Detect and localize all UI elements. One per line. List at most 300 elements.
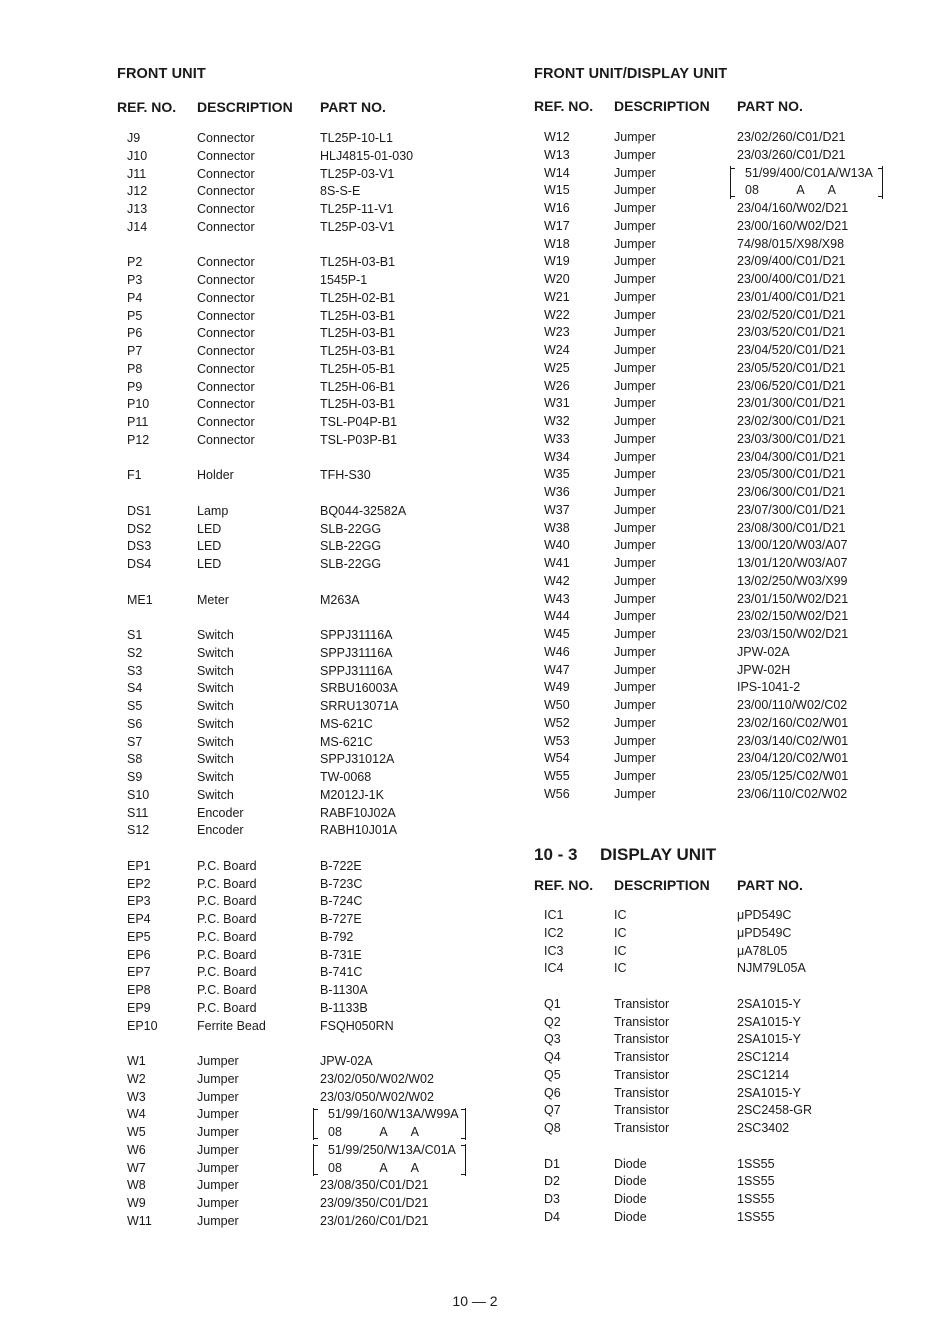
description-cell: Transistor [614,1032,670,1047]
bracket-mark [730,166,735,197]
ref-cell: W23 [544,325,570,340]
part-cell: 13/00/120/W03/A07 [737,538,848,553]
ref-cell: S6 [127,716,143,731]
description-cell: IC [614,925,627,940]
part-cell: 08 A A [328,1160,420,1175]
ref-cell: EP4 [127,912,151,926]
ref-cell: W44 [544,609,570,624]
description-cell: IC [614,908,627,922]
ref-cell: W26 [544,378,570,393]
description-cell: Diode [614,1156,647,1171]
bracketed-part [320,1160,458,1178]
part-cell: 1SS55 [737,1209,775,1224]
part-cell: 23/02/260/C01/D21 [737,130,846,144]
description-cell: Holder [197,468,234,483]
part-cell: 23/09/350/C01/D21 [320,1196,429,1210]
part-cell: TL25H-03-B1 [320,344,396,358]
ref-cell: W32 [544,414,570,428]
part-cell: 23/02/160/C02/W01 [737,715,849,730]
description-cell: Connector [197,397,255,412]
description-cell: Encoder [197,805,244,820]
ref-cell: W5 [127,1125,146,1139]
description-cell: Connector [197,148,255,163]
ref-cell: P7 [127,344,143,358]
description-cell: Jumper [614,715,656,730]
ref-cell: EP9 [127,1000,151,1015]
part-cell: MS-621C [320,734,373,749]
description-cell: Connector [197,255,255,270]
description-cell: P.C. Board [197,983,257,997]
ref-cell: W34 [544,449,570,464]
ref-cell: S4 [127,681,143,696]
bracket-mark [313,1108,318,1139]
part-cell: B-741C [320,965,363,980]
part-cell: 23/03/520/C01/D21 [737,325,846,340]
ref-cell: W17 [544,218,570,233]
part-cell: 23/02/050/W02/W02 [320,1071,434,1086]
ref-cell: EP10 [127,1018,158,1033]
description-cell: Jumper [614,786,656,801]
part-cell: IPS-1041-2 [737,680,801,695]
bracket-mark [878,166,883,197]
description-cell: Diode [614,1192,647,1206]
description-cell: Switch [197,663,234,678]
part-cell: 23/04/160/W02/D21 [737,201,849,215]
bracketed-part [320,1124,458,1142]
ref-cell: W35 [544,467,570,482]
part-cell: 1545P-1 [320,273,368,287]
description-cell: Connector [197,273,255,287]
ref-cell: W3 [127,1089,146,1104]
part-cell: 23/08/300/C01/D21 [737,520,846,535]
part-cell: 23/03/140/C02/W01 [737,733,849,748]
ref-cell: EP2 [127,876,151,891]
ref-cell: P10 [127,397,150,412]
ref-cell: EP5 [127,929,151,944]
description-cell: Connector [197,361,255,376]
bracketed-part [737,165,875,183]
ref-cell: P2 [127,255,143,270]
part-cell: B-723C [320,876,363,891]
ref-cell: J11 [127,166,147,181]
part-cell: TL25P-10-L1 [320,131,393,145]
description-cell: P.C. Board [197,894,257,909]
part-cell: 2SC3402 [737,1121,790,1135]
part-cell: 2SC2458-GR [737,1103,813,1118]
ref-cell: J10 [127,148,148,163]
header-ref: REF. NO. [534,98,594,114]
description-cell: P.C. Board [197,947,257,962]
part-cell: 74/98/015/X98/X98 [737,236,845,251]
part-cell: SLB-22GG [320,539,382,554]
ref-cell: D3 [544,1192,560,1206]
ref-cell: W24 [544,343,570,357]
description-cell: Transistor [614,1103,670,1118]
ref-cell: S10 [127,787,150,802]
ref-cell: ME1 [127,592,153,607]
ref-cell: J14 [127,219,148,234]
ref-cell: S8 [127,752,143,767]
ref-cell: W40 [544,538,570,553]
description-cell: Jumper [614,662,656,677]
part-cell: B-724C [320,894,363,909]
header-description: DESCRIPTION [614,877,710,893]
part-cell: 13/02/250/W03/X99 [737,573,848,588]
part-cell: 08 A A [328,1125,420,1139]
description-cell: Switch [197,752,234,767]
ref-cell: S5 [127,699,143,713]
part-cell: 08 A A [745,183,837,198]
description-cell: Jumper [614,396,656,411]
description-cell: Transistor [614,996,670,1011]
description-cell: Jumper [614,360,656,375]
ref-cell: IC3 [544,943,564,958]
description-cell: Connector [197,432,255,447]
ref-cell: W45 [544,627,570,641]
part-cell: FSQH050RN [320,1018,394,1033]
ref-cell: W53 [544,733,570,748]
ref-cell: DS3 [127,539,152,554]
part-cell: 23/05/300/C01/D21 [737,467,846,482]
ref-cell: Q3 [544,1032,561,1047]
part-cell: 23/01/400/C01/D21 [737,289,846,304]
part-cell: 23/03/050/W02/W02 [320,1089,434,1104]
description-cell: Jumper [614,307,656,322]
part-cell: μPD549C [737,908,792,922]
ref-cell: S7 [127,734,143,749]
description-cell: Diode [614,1209,647,1224]
ref-cell: W6 [127,1142,146,1157]
description-cell: P.C. Board [197,929,257,944]
description-cell: Jumper [197,1213,239,1228]
ref-cell: W19 [544,254,570,269]
ref-cell: W4 [127,1107,146,1122]
ref-cell: W2 [127,1071,146,1086]
bracketed-part [737,182,875,200]
description-cell: Connector [197,184,255,199]
description-cell: Connector [197,290,255,305]
ref-cell: F1 [127,468,142,483]
ref-cell: IC2 [544,925,564,940]
description-cell: Diode [614,1174,647,1189]
part-cell: JPW-02H [737,662,791,677]
part-cell: 51/99/250/W13A/C01A [328,1142,456,1157]
ref-cell: J9 [127,131,141,145]
description-cell: Jumper [614,769,656,783]
ref-cell: W1 [127,1054,146,1068]
description-cell: Jumper [614,272,656,286]
part-cell: TL25P-03-V1 [320,166,395,181]
part-cell: SPPJ31116A [320,645,393,660]
description-cell: Jumper [197,1089,239,1104]
header-description: DESCRIPTION [197,99,293,115]
ref-cell: W13 [544,147,570,162]
part-cell: TL25H-06-B1 [320,379,396,394]
bracket-mark [461,1108,466,1139]
part-cell: 23/03/150/W02/D21 [737,627,849,641]
part-cell: JPW-02A [320,1054,373,1068]
header-ref: REF. NO. [117,99,177,115]
part-cell: RABH10J01A [320,823,398,838]
description-cell: LED [197,521,222,536]
ref-cell: W56 [544,786,570,801]
ref-cell: W33 [544,431,570,446]
description-cell: Jumper [614,556,656,570]
part-cell: HLJ4815-01-030 [320,148,414,163]
description-cell: Jumper [614,627,656,641]
description-cell: Jumper [614,591,656,606]
description-cell: Jumper [197,1142,239,1157]
part-cell: B-1130A [320,983,368,997]
part-cell: 1SS55 [737,1192,775,1206]
ref-cell: W20 [544,272,570,286]
description-cell: Connector [197,308,255,323]
part-cell: SRRU13071A [320,699,399,713]
description-cell: Jumper [614,254,656,269]
part-cell: M2012J-1K [320,787,384,802]
description-cell: Connector [197,219,255,234]
ref-cell: S2 [127,645,143,660]
part-cell: SPPJ31116A [320,663,393,678]
part-cell: 23/05/125/C02/W01 [737,769,849,783]
part-cell: SPPJ31012A [320,752,395,767]
description-cell: Jumper [614,236,656,251]
part-cell: 51/99/400/C01A/W13A [745,165,873,180]
part-cell: 23/02/300/C01/D21 [737,414,846,428]
ref-cell: W16 [544,201,570,215]
description-cell: Jumper [614,130,656,144]
bracketed-part [320,1142,458,1160]
part-cell: 2SA1015-Y [737,1032,801,1047]
ref-cell: W49 [544,680,570,695]
part-cell: JPW-02A [737,644,790,659]
part-cell: TL25P-11-V1 [320,202,394,216]
ref-cell: EP8 [127,983,151,997]
description-cell: P.C. Board [197,1000,257,1015]
description-cell: IC [614,943,627,958]
part-cell: TL25H-03-B1 [320,397,396,412]
part-cell: SLB-22GG [320,521,382,536]
description-cell: Connector [197,202,255,216]
description-cell: Connector [197,166,255,181]
part-cell: SPPJ31116A [320,628,393,642]
ref-cell: W11 [127,1213,152,1228]
part-cell: μPD549C [737,925,792,940]
ref-cell: W25 [544,360,570,375]
description-cell: LED [197,557,222,571]
description-cell: Switch [197,734,234,749]
ref-cell: W31 [544,396,570,411]
ref-cell: W54 [544,751,570,766]
description-cell: Jumper [197,1178,239,1193]
description-cell: Meter [197,592,229,607]
part-cell: NJM79L05A [737,961,806,976]
description-cell: Transistor [614,1121,670,1135]
description-cell: Transistor [614,1050,670,1064]
description-cell: P.C. Board [197,965,257,980]
description-cell: Jumper [614,733,656,748]
part-cell: 23/02/520/C01/D21 [737,307,846,322]
description-cell: Jumper [197,1160,239,1175]
description-cell: LED [197,539,222,554]
description-cell: Encoder [197,823,244,838]
ref-cell: W43 [544,591,570,606]
ref-cell: W14 [544,165,570,180]
description-cell: Jumper [614,698,656,712]
description-cell: Switch [197,787,234,802]
part-cell: TL25H-02-B1 [320,290,396,305]
part-cell: MS-621C [320,716,373,731]
part-cell: BQ044-32582A [320,503,407,518]
description-cell: Jumper [614,644,656,659]
ref-cell: P11 [127,415,149,429]
description-cell: Connector [197,326,255,341]
ref-cell: DS2 [127,521,152,536]
ref-cell: Q1 [544,996,561,1011]
ref-cell: P6 [127,326,143,341]
description-cell: Jumper [614,325,656,340]
part-cell: 1SS55 [737,1174,775,1189]
ref-cell: S9 [127,770,143,784]
part-cell: B-722E [320,858,362,873]
ref-cell: P5 [127,308,143,323]
part-cell: 23/08/350/C01/D21 [320,1178,429,1193]
description-cell: Jumper [614,289,656,304]
part-cell: TL25H-05-B1 [320,361,396,376]
ref-cell: Q8 [544,1121,561,1135]
ref-cell: EP3 [127,894,151,909]
part-cell: TFH-S30 [320,468,371,483]
ref-cell: W47 [544,662,570,677]
description-cell: P.C. Board [197,876,257,891]
bracket-mark [313,1144,318,1175]
ref-cell: Q6 [544,1085,561,1100]
description-cell: Connector [197,415,255,429]
part-cell: 2SA1015-Y [737,996,801,1011]
description-cell: Jumper [197,1107,239,1122]
ref-cell: W46 [544,644,570,659]
part-cell: 23/03/300/C01/D21 [737,431,846,446]
description-cell: Switch [197,628,234,642]
description-cell: Jumper [614,573,656,588]
ref-cell: W42 [544,573,570,588]
description-cell: Transistor [614,1014,670,1029]
ref-cell: W9 [127,1196,146,1210]
description-cell: Switch [197,770,234,784]
description-cell: Lamp [197,503,229,518]
part-cell: 23/01/260/C01/D21 [320,1213,429,1228]
section-number: 10 - 3 [534,845,578,864]
ref-cell: W15 [544,183,570,198]
description-cell: Jumper [197,1071,239,1086]
ref-cell: D1 [544,1156,560,1171]
ref-cell: S11 [127,805,149,820]
part-cell: 23/00/160/W02/D21 [737,218,849,233]
part-cell: TL25H-03-B1 [320,255,396,270]
part-cell: TL25H-03-B1 [320,308,396,323]
description-cell: P.C. Board [197,858,257,873]
description-cell: Switch [197,645,234,660]
ref-cell: W36 [544,485,570,499]
part-cell: TL25H-03-B1 [320,326,396,341]
description-cell: Switch [197,699,234,713]
ref-cell: IC1 [544,908,564,922]
ref-cell: Q7 [544,1103,561,1118]
ref-cell: J12 [127,184,148,199]
page-number: 10 — 2 [452,1293,498,1309]
part-cell: 23/04/300/C01/D21 [737,449,846,464]
description-cell: Jumper [614,467,656,482]
part-cell: 23/04/520/C01/D21 [737,343,846,357]
part-cell: 23/00/110/W02/C02 [737,698,848,712]
part-cell: 2SA1015-Y [737,1085,801,1100]
part-cell: B-731E [320,947,362,962]
part-cell: SRBU16003A [320,681,398,696]
header-description: DESCRIPTION [614,98,710,114]
ref-cell: W21 [544,289,570,304]
description-cell: Jumper [614,414,656,428]
part-cell: M263A [320,592,360,607]
description-cell: P.C. Board [197,912,257,926]
part-cell: 23/02/150/W02/D21 [737,609,849,624]
description-cell: Jumper [614,378,656,393]
description-cell: Ferrite Bead [197,1018,266,1033]
part-cell: 23/01/150/W02/D21 [737,591,849,606]
part-cell: B-1133B [320,1000,368,1015]
description-cell: Jumper [614,165,656,180]
header-part: PART NO. [320,99,386,115]
part-cell: TL25P-03-V1 [320,219,395,234]
description-cell: Transistor [614,1067,670,1082]
description-cell: Jumper [614,751,656,766]
part-cell: 2SC1214 [737,1067,790,1082]
ref-cell: W41 [544,556,570,570]
part-cell: 13/01/120/W03/A07 [737,556,848,570]
part-cell: 1SS55 [737,1156,775,1171]
ref-cell: D4 [544,1209,560,1224]
description-cell: Jumper [614,538,656,553]
ref-cell: W52 [544,715,570,730]
ref-cell: P8 [127,361,143,376]
section-title: FRONT UNIT/DISPLAY UNIT [534,66,728,82]
description-cell: Jumper [614,502,656,517]
description-cell: Jumper [614,183,656,198]
ref-cell: W22 [544,307,570,322]
part-cell: μA78L05 [737,943,788,958]
bracket-mark [461,1144,466,1175]
ref-cell: IC4 [544,961,564,976]
part-cell: 23/06/300/C01/D21 [737,485,846,499]
ref-cell: W7 [127,1160,146,1175]
part-cell: SLB-22GG [320,557,382,571]
description-cell: Connector [197,344,255,358]
section-title: DISPLAY UNIT [600,845,717,864]
part-cell: B-792 [320,929,354,944]
ref-cell: P4 [127,290,143,305]
ref-cell: W37 [544,502,570,517]
section-title: FRONT UNIT [117,66,206,82]
description-cell: Jumper [614,485,656,499]
part-cell: B-727E [320,912,362,926]
part-cell: 23/00/400/C01/D21 [737,272,846,286]
description-cell: IC [614,961,627,976]
part-cell: 51/99/160/W13A/W99A [328,1107,459,1122]
description-cell: Jumper [614,449,656,464]
description-cell: Jumper [614,520,656,535]
description-cell: Jumper [614,343,656,357]
ref-cell: DS4 [127,557,152,571]
ref-cell: EP6 [127,947,151,962]
